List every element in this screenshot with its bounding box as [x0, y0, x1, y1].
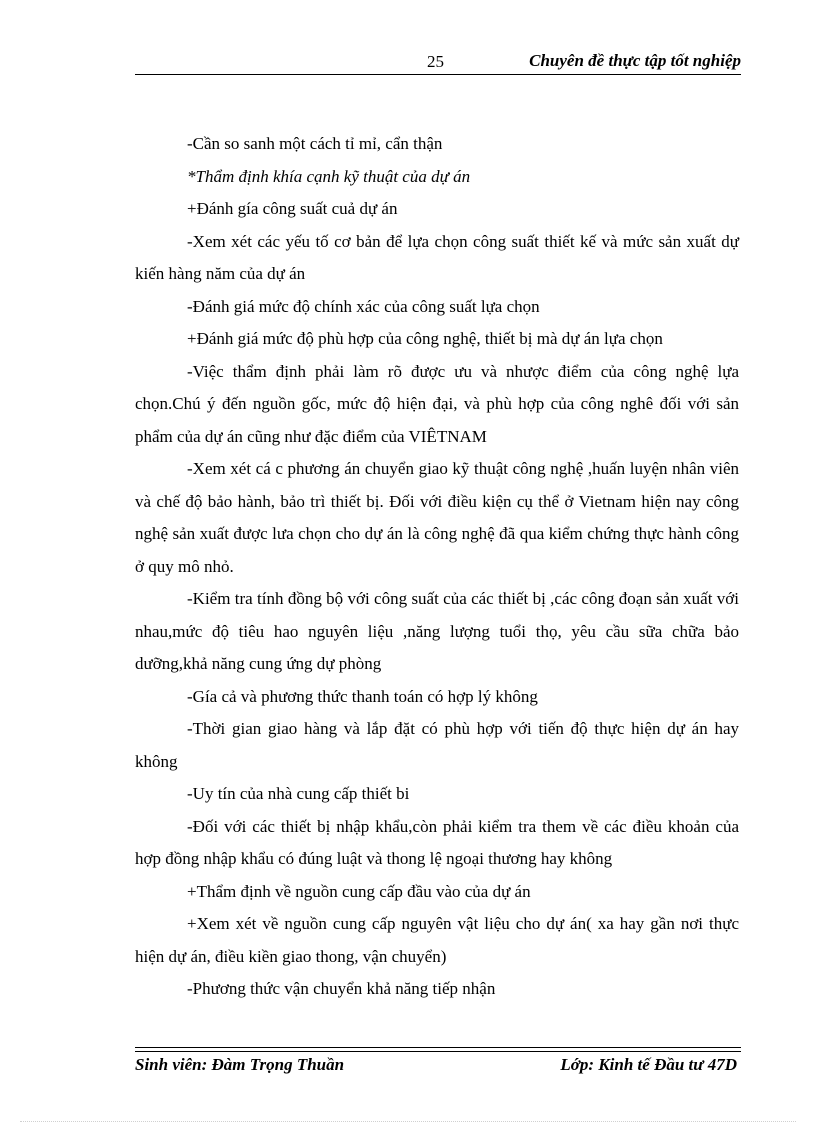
paragraph: -Gía cả và phương thức thanh toán có hợp lý không: [187, 686, 538, 706]
paragraph: -Xem xét cá c phương án chuyển giao kỹ thuật công nghệ ,huấn luyện nhân viên và chế độ bảo hành, bảo trì thiết bị. Đối với điều kiện cụ thể ở Vietnam hiện nay công nghệ sản xuất được lưa chọn cho dự án là công nghệ đã qua kiểm chứng thực hành công ở quy mô nhỏ.: [135, 459, 739, 576]
page-number: 25: [427, 52, 444, 71]
paragraph: -Xem xét các yếu tố cơ bản để lựa chọn công suất thiết kế và mức sản xuất dự kiến hàng năm của dự án: [135, 231, 739, 283]
footer-class: Lớp: Kinh tế Đầu tư 47D: [560, 1055, 737, 1074]
paragraph: +Đánh giá mức độ phù hợp của công nghệ, thiết bị mà dự án lựa chọn: [187, 329, 663, 348]
paragraph: -Việc thẩm định phải làm rõ được ưu và nhược điểm của công nghệ lựa chọn.Chú ý đến nguồn gốc, mức độ hiện đại, và phù hợp của công nghê đối với sản phẩm của dự án cũng như đặc điểm của VIÊTNAM: [135, 361, 739, 446]
paragraph: -Phương thức vận chuyển khả năng tiếp nhận: [187, 979, 496, 998]
paragraph: -Kiểm tra tính đồng bộ với công suất của các thiết bị ,các công đoạn sản xuất với nhau,mức độ tiêu hao nguyên liệu ,năng lượng tuổi thọ, yêu cầu sữa chữa bảo dưỡng,khả năng cung ứng dự phòng: [135, 589, 739, 673]
paragraph: -Thời gian giao hàng và lắp đặt có phù hợp với tiến độ thực hiện dự án hay không: [135, 719, 739, 771]
footer-rule-bottom: [135, 1051, 741, 1052]
paragraph: -Đối với các thiết bị nhập khẩu,còn phải kiểm tra them về các điều khoản của hợp đồng nhập khẩu có đúng luật và thong lệ ngoại thương hay không: [135, 816, 739, 868]
paragraph: +Thẩm định về nguồn cung cấp đầu vào của dự án: [187, 881, 531, 901]
paragraph: +Đánh gía công suất cuả dự án: [187, 199, 398, 218]
footer-student: Sinh viên: Đàm Trọng Thuần: [135, 1055, 345, 1074]
footer-rule-top: [135, 1047, 741, 1048]
header-title: Chuyên đề thực tập tốt nghiệp: [529, 51, 741, 70]
paragraph: +Xem xét về nguồn cung cấp nguyên vật liệu cho dự án( xa hay gần nơi thực hiện dự án, điều kiền giao thong, vận chuyển): [135, 914, 739, 966]
page-edge-divider: [20, 1121, 796, 1122]
document-body: [135, 128, 739, 1006]
page-header: [135, 46, 741, 75]
paragraph: -Đánh giá mức độ chính xác của công suất lựa chọn: [187, 296, 540, 316]
paragraph: -Cần so sanh một cách tỉ mỉ, cẩn thận: [187, 134, 443, 153]
section-heading: *Thẩm định khía cạnh kỹ thuật của dự án: [187, 166, 471, 186]
paragraph: -Uy tín của nhà cung cấp thiết bi: [187, 784, 410, 803]
